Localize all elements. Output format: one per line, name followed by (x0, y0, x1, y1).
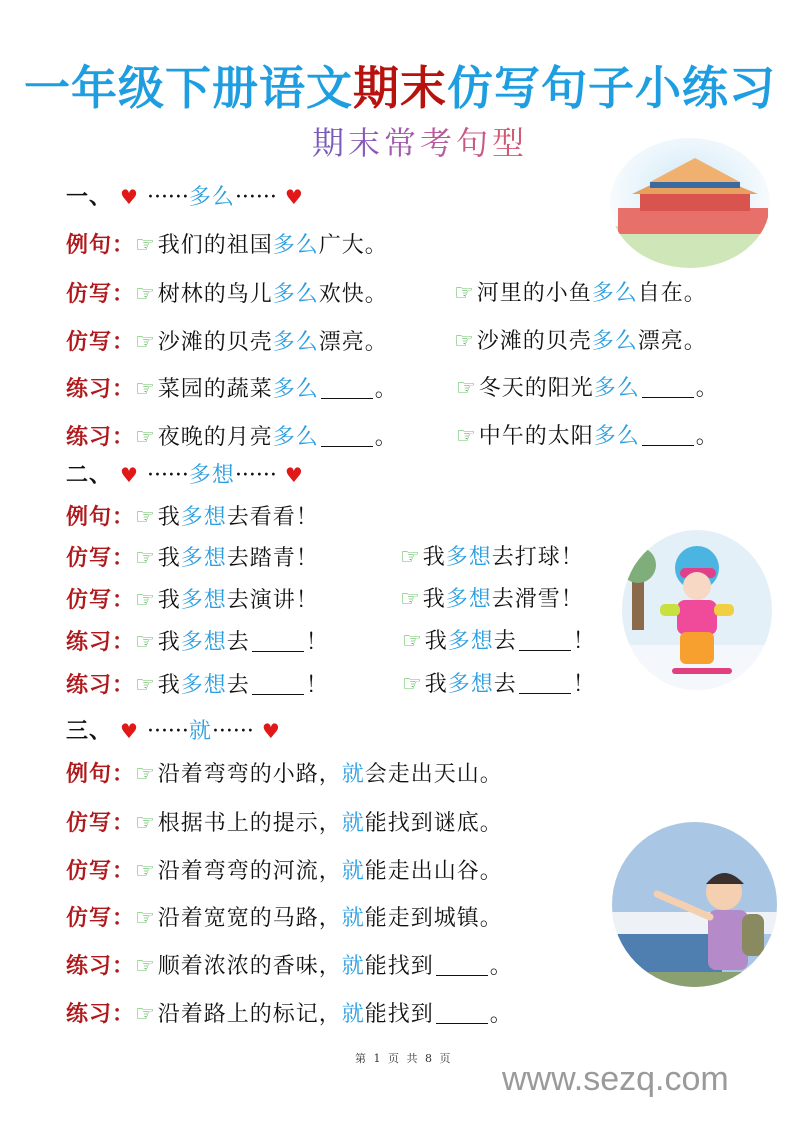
subtitle-char: 常 (383, 124, 420, 162)
ellipsis: ······ (146, 185, 189, 210)
keyword: 就 (341, 906, 365, 931)
fill-in-blank[interactable] (436, 1001, 488, 1024)
sentence-text: 顺着浓浓的香味， (157, 954, 342, 979)
row-label: 仿写： (66, 281, 136, 307)
sentence-text: 广大。 (318, 233, 388, 258)
boy-pointing-illustration (612, 822, 777, 987)
keyword: 就 (341, 1002, 365, 1027)
sentence-text: 我 (424, 672, 448, 697)
sentence-row (66, 277, 707, 311)
sentence-text: 我 (424, 629, 448, 654)
second-sentence (402, 668, 596, 702)
section-2-heading (66, 458, 312, 492)
fill-in-blank[interactable] (519, 671, 571, 694)
sentence-text: 去看看！ (226, 505, 319, 530)
sentence-text: 我 (157, 588, 181, 613)
section-number: 一、 (66, 184, 113, 210)
row-label: 例句： (66, 232, 136, 258)
practice-row (66, 625, 596, 659)
second-sentence (400, 583, 584, 617)
pointing-hand-icon: ☞ (135, 425, 156, 450)
row-label: 仿写： (66, 810, 136, 836)
pointing-hand-icon: ☞ (400, 587, 421, 612)
sentence-row (66, 901, 503, 935)
title-part-grade: 一年级下册语文 (24, 61, 353, 115)
fill-in-blank[interactable] (321, 376, 373, 399)
sentence-text: 沙滩的贝壳 (157, 330, 273, 355)
watermark: www.sezq.com (502, 1060, 729, 1098)
sentence-text: 。 (374, 425, 398, 450)
sentence-text: 沿着宽宽的马路， (157, 906, 342, 931)
keyword: 就 (341, 762, 365, 787)
heart-icon: ♥ (261, 719, 281, 743)
subtitle-char: 期 (311, 124, 348, 162)
keyword: 多想 (447, 672, 494, 697)
pointing-hand-icon: ☞ (135, 546, 156, 571)
heart-icon: ♥ (120, 719, 139, 743)
keyword: 多想 (180, 588, 227, 613)
pointing-hand-icon: ☞ (135, 1002, 156, 1027)
keyword: 多么 (591, 281, 638, 306)
pointing-hand-icon: ☞ (135, 377, 156, 402)
sentence-text: 沿着弯弯的河流， (157, 859, 342, 884)
sentence-row (66, 541, 584, 575)
practice-row (66, 949, 513, 983)
pointing-hand-icon: ☞ (454, 281, 475, 306)
subtitle-char: 考 (420, 124, 457, 162)
row-label: 仿写： (66, 905, 136, 931)
heart-icon: ♥ (120, 463, 139, 487)
sentence-text: 冬天的阳光 (478, 376, 594, 401)
fill-in-blank[interactable] (436, 953, 488, 976)
row-label: 仿写： (66, 545, 136, 571)
sentence-text: ！ (305, 630, 329, 655)
row-label: 仿写： (66, 329, 136, 355)
ellipsis: ······ (146, 719, 189, 744)
sentence-text: 中午的太阳 (478, 424, 594, 449)
sentence-text: 我 (157, 505, 181, 530)
pointing-hand-icon: ☞ (135, 762, 156, 787)
pointing-hand-icon: ☞ (135, 233, 156, 258)
fill-in-blank[interactable] (252, 672, 304, 695)
ellipsis: ······ (234, 463, 277, 488)
ellipsis: ······ (146, 463, 189, 488)
pointing-hand-icon: ☞ (135, 906, 156, 931)
sentence-text: 。 (374, 377, 398, 402)
keyword: 就 (341, 811, 365, 836)
sentence-text: ！ (305, 673, 329, 698)
fill-in-blank[interactable] (642, 423, 694, 446)
second-sentence (456, 372, 719, 406)
keyword: 多么 (591, 329, 638, 354)
sentence-text: 沿着路上的标记， (157, 1002, 342, 1027)
keyword: 多想 (180, 630, 227, 655)
keyword: 多么 (272, 282, 319, 307)
sentence-text: 菜园的蔬菜 (157, 377, 273, 402)
row-label: 仿写： (66, 587, 136, 613)
pointing-hand-icon: ☞ (135, 630, 156, 655)
keyword: 多想 (445, 587, 492, 612)
pointing-hand-icon: ☞ (135, 673, 156, 698)
row-label: 练习： (66, 629, 136, 655)
pointing-hand-icon: ☞ (135, 330, 156, 355)
pointing-hand-icon: ☞ (456, 376, 477, 401)
keyword: 多么 (593, 424, 640, 449)
sentence-text: 能找到 (364, 954, 434, 979)
pointing-hand-icon: ☞ (135, 859, 156, 884)
second-sentence (454, 277, 707, 311)
sentence-row (66, 325, 707, 359)
practice-row (66, 997, 513, 1031)
sentence-text: 去打球！ (491, 545, 584, 570)
sentence-text: 我 (157, 630, 181, 655)
title-part-final: 期末 (353, 61, 447, 115)
row-label: 例句： (66, 504, 136, 530)
section-number: 三、 (66, 718, 113, 744)
sentence-text: 。 (695, 376, 719, 401)
sentence-text: 根据书上的提示， (157, 811, 342, 836)
keyword: 多想 (180, 673, 227, 698)
subtitle-char: 型 (492, 124, 529, 162)
pointing-hand-icon: ☞ (456, 424, 477, 449)
keyword: 多么 (272, 233, 319, 258)
pointing-hand-icon: ☞ (400, 545, 421, 570)
pointing-hand-icon: ☞ (135, 954, 156, 979)
fill-in-blank[interactable] (519, 628, 571, 651)
sentence-text: 漂亮。 (637, 329, 707, 354)
section-3-heading (66, 714, 289, 748)
heart-icon: ♥ (284, 463, 304, 487)
sentence-text: 能走到城镇。 (364, 906, 503, 931)
pointing-hand-icon: ☞ (402, 672, 423, 697)
sentence-row (66, 500, 319, 534)
pointing-hand-icon: ☞ (135, 588, 156, 613)
row-label: 练习： (66, 424, 136, 450)
heart-icon: ♥ (284, 185, 304, 209)
title-part-practice: 仿写句子小练习 (447, 61, 776, 115)
row-label: 练习： (66, 1001, 136, 1027)
sentence-text: 河里的小鱼 (476, 281, 592, 306)
second-sentence (400, 541, 584, 575)
fill-in-blank[interactable] (252, 629, 304, 652)
keyword: 多么 (593, 376, 640, 401)
fill-in-blank[interactable] (642, 375, 694, 398)
page-title (0, 52, 800, 118)
keyword: 就 (341, 859, 365, 884)
sentence-row (66, 228, 388, 262)
sentence-text: ！ (572, 629, 596, 654)
sentence-text: 沿着弯弯的小路， (157, 762, 342, 787)
sentence-text: 漂亮。 (318, 330, 388, 355)
sentence-row (66, 757, 503, 791)
sentence-text: 。 (695, 424, 719, 449)
subtitle-char: 末 (347, 124, 384, 162)
practice-row (66, 420, 719, 454)
skiing-child-illustration (622, 530, 772, 690)
sentence-text: 去 (226, 673, 250, 698)
section-keyword: 多想 (188, 463, 235, 488)
pointing-hand-icon: ☞ (135, 505, 156, 530)
keyword: 多想 (445, 545, 492, 570)
sentence-text: 能找到谜底。 (364, 811, 503, 836)
ellipsis: ······ (211, 719, 254, 744)
sentence-text: 去 (493, 629, 517, 654)
sentence-text: 欢快。 (318, 282, 388, 307)
sentence-row (66, 583, 584, 617)
second-sentence (402, 625, 596, 659)
pointing-hand-icon: ☞ (135, 811, 156, 836)
fill-in-blank[interactable] (321, 424, 373, 447)
sentence-text: 我 (422, 587, 446, 612)
pointing-hand-icon: ☞ (402, 629, 423, 654)
sentence-text: 沙滩的贝壳 (476, 329, 592, 354)
keyword: 多想 (180, 505, 227, 530)
section-keyword: 多么 (188, 185, 235, 210)
section-number: 二、 (66, 462, 113, 488)
pointing-hand-icon: ☞ (454, 329, 475, 354)
keyword: 多想 (180, 546, 227, 571)
practice-row (66, 372, 719, 406)
sentence-text: 自在。 (637, 281, 707, 306)
subtitle-char: 句 (456, 124, 493, 162)
sentence-text: 我 (157, 546, 181, 571)
ellipsis: ······ (234, 185, 277, 210)
second-sentence (454, 325, 707, 359)
keyword: 多么 (272, 377, 319, 402)
pointing-hand-icon: ☞ (135, 282, 156, 307)
sentence-row (66, 806, 503, 840)
sentence-text: 能找到 (364, 1002, 434, 1027)
section-1-heading (66, 180, 312, 214)
sentence-text: 会走出天山。 (364, 762, 503, 787)
sentence-text: 去滑雪！ (491, 587, 584, 612)
heart-icon: ♥ (120, 185, 139, 209)
tiananmen-illustration (610, 138, 770, 268)
row-label: 练习： (66, 672, 136, 698)
page-indicator: 第 1 页 共 8 页 (355, 1052, 453, 1065)
sentence-text: 。 (489, 1002, 513, 1027)
sentence-text: 去演讲！ (226, 588, 319, 613)
sentence-row (66, 854, 503, 888)
sentence-text: 树林的鸟儿 (157, 282, 273, 307)
keyword: 就 (341, 954, 365, 979)
sentence-text: ！ (572, 672, 596, 697)
sentence-text: 我 (422, 545, 446, 570)
sentence-text: 去 (493, 672, 517, 697)
row-label: 练习： (66, 953, 136, 979)
sentence-text: 。 (489, 954, 513, 979)
row-label: 例句： (66, 761, 136, 787)
sentence-text: 我们的祖国 (157, 233, 273, 258)
sentence-text: 夜晚的月亮 (157, 425, 273, 450)
practice-row (66, 668, 596, 702)
keyword: 多么 (272, 330, 319, 355)
sentence-text: 能走出山谷。 (364, 859, 503, 884)
keyword: 多想 (447, 629, 494, 654)
sentence-text: 我 (157, 673, 181, 698)
keyword: 多么 (272, 425, 319, 450)
row-label: 练习： (66, 376, 136, 402)
sentence-text: 去踏青！ (226, 546, 319, 571)
sentence-text: 去 (226, 630, 250, 655)
second-sentence (456, 420, 719, 454)
row-label: 仿写： (66, 858, 136, 884)
section-keyword: 就 (188, 719, 212, 744)
